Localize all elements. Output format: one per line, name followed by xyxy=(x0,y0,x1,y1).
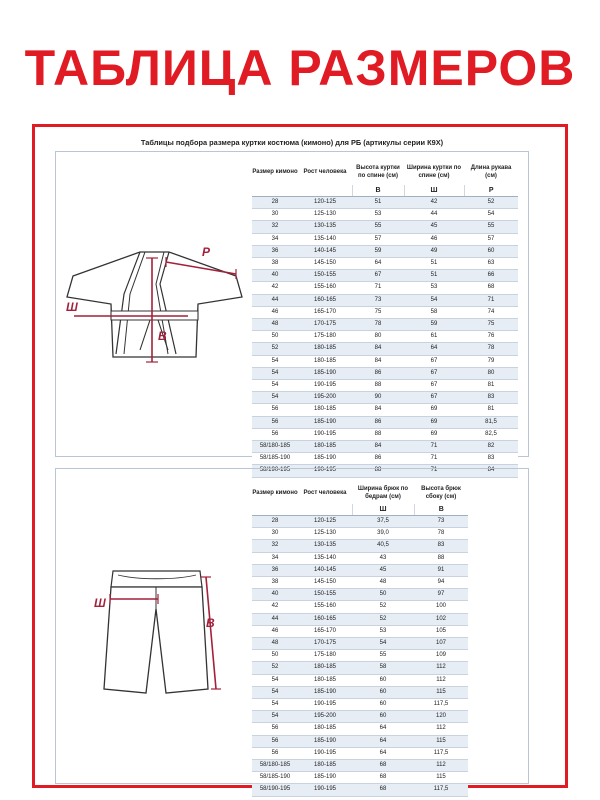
table-cell: 56 xyxy=(252,723,298,735)
table-cell: 190-195 xyxy=(298,465,352,477)
table-cell: 185-190 xyxy=(298,453,352,465)
document-title: Таблицы подбора размера куртки костюма (кимоно) для РБ (артикулы серии К9Х) xyxy=(140,138,444,147)
table-cell: 175-180 xyxy=(298,331,352,343)
table-cell: 88 xyxy=(352,428,404,440)
table-cell: 53 xyxy=(352,209,404,221)
table-cell: 53 xyxy=(352,625,414,637)
table-cell: 38 xyxy=(252,577,298,589)
table-cell: 112 xyxy=(414,662,468,674)
table-cell: 88 xyxy=(352,380,404,392)
table-cell: 69 xyxy=(404,416,464,428)
jacket-panel xyxy=(55,151,529,474)
table-cell: 125-130 xyxy=(298,528,352,540)
jacket-symbol xyxy=(298,185,352,197)
table-cell: 54 xyxy=(252,367,298,379)
table-cell: 28 xyxy=(252,197,298,209)
table-cell: 180-185 xyxy=(298,760,352,772)
table-cell: 84 xyxy=(352,404,404,416)
table-cell: 54 xyxy=(252,711,298,723)
table-row xyxy=(252,650,468,662)
table-cell: 69 xyxy=(404,428,464,440)
table-cell: 117,5 xyxy=(414,747,468,759)
table-cell: 82 xyxy=(464,441,518,453)
table-cell: 78 xyxy=(352,319,404,331)
table-cell: 185-190 xyxy=(298,686,352,698)
table-row xyxy=(252,319,518,331)
table-cell: 52 xyxy=(464,197,518,209)
table-row xyxy=(252,552,468,564)
pants-symbol xyxy=(298,504,352,516)
table-cell: 75 xyxy=(352,306,404,318)
table-cell: 51 xyxy=(404,270,464,282)
table-row xyxy=(252,686,468,698)
table-cell: 28 xyxy=(252,516,298,528)
table-cell: 130-135 xyxy=(298,221,352,233)
table-row xyxy=(252,258,518,270)
table-cell: 34 xyxy=(252,233,298,245)
table-cell: 190-195 xyxy=(298,747,352,759)
table-cell: 64 xyxy=(352,723,414,735)
table-cell: 100 xyxy=(414,601,468,613)
pants-symbol xyxy=(252,504,298,516)
table-cell: 59 xyxy=(404,319,464,331)
table-cell: 81,5 xyxy=(464,416,518,428)
table-cell: 86 xyxy=(352,367,404,379)
table-cell: 84 xyxy=(352,343,404,355)
table-cell: 58/190-195 xyxy=(252,784,298,796)
table-row xyxy=(252,674,468,686)
table-cell: 185-190 xyxy=(298,735,352,747)
table-cell: 56 xyxy=(252,747,298,759)
table-cell: 58/180-185 xyxy=(252,441,298,453)
table-cell: 46 xyxy=(252,306,298,318)
table-cell: 112 xyxy=(414,674,468,686)
jacket-header-sleeve: Длина рукава (см) xyxy=(470,165,512,179)
pants-header-hip-width: Ширина брюк по бедрам (см) xyxy=(357,486,409,500)
table-cell: 55 xyxy=(464,221,518,233)
table-cell: 71 xyxy=(404,453,464,465)
table-row xyxy=(252,723,468,735)
table-cell: 45 xyxy=(404,221,464,233)
table-cell: 94 xyxy=(414,577,468,589)
pants-illustration xyxy=(58,471,248,781)
table-cell: 109 xyxy=(414,650,468,662)
table-cell: 60 xyxy=(352,699,414,711)
table-cell: 44 xyxy=(404,209,464,221)
table-cell: 44 xyxy=(252,294,298,306)
table-row xyxy=(252,270,518,282)
table-cell: 49 xyxy=(404,245,464,257)
table-cell: 48 xyxy=(252,638,298,650)
table-cell: 81 xyxy=(464,404,518,416)
table-cell: 68 xyxy=(352,784,414,796)
table-cell: 40 xyxy=(252,270,298,282)
jacket-symbol: В xyxy=(352,185,404,197)
table-cell: 37,5 xyxy=(352,516,414,528)
table-cell: 38 xyxy=(252,258,298,270)
jacket-header-back-height: Высота куртки по спине (см) xyxy=(356,165,400,179)
table-cell: 195-200 xyxy=(298,711,352,723)
table-cell: 180-185 xyxy=(298,662,352,674)
jacket-illustration xyxy=(58,154,248,454)
table-cell: 61 xyxy=(404,331,464,343)
table-cell: 58/185-190 xyxy=(252,453,298,465)
table-row xyxy=(252,367,518,379)
table-cell: 125-130 xyxy=(298,209,352,221)
table-cell: 32 xyxy=(252,540,298,552)
table-cell: 58/180-185 xyxy=(252,760,298,772)
table-cell: 91 xyxy=(414,564,468,576)
table-cell: 180-185 xyxy=(298,441,352,453)
table-row xyxy=(252,392,518,404)
table-cell: 75 xyxy=(464,319,518,331)
table-cell: 68 xyxy=(352,760,414,772)
table-cell: 67 xyxy=(352,270,404,282)
table-cell: 55 xyxy=(352,650,414,662)
table-row xyxy=(252,331,518,343)
table-cell: 117,5 xyxy=(414,699,468,711)
pants-size-table xyxy=(252,482,468,797)
pants-header-size: Размер кимоно xyxy=(252,490,298,496)
table-cell: 71 xyxy=(464,294,518,306)
table-row xyxy=(252,294,518,306)
table-row xyxy=(252,772,468,784)
table-cell: 52 xyxy=(352,601,414,613)
table-row xyxy=(252,625,468,637)
table-row xyxy=(252,453,518,465)
table-row xyxy=(252,540,468,552)
table-cell: 43 xyxy=(352,552,414,564)
table-row xyxy=(252,221,518,233)
table-row xyxy=(252,784,468,796)
table-cell: 30 xyxy=(252,528,298,540)
table-cell: 135-140 xyxy=(298,552,352,564)
table-cell: 54 xyxy=(352,638,414,650)
table-row xyxy=(252,197,518,209)
table-cell: 67 xyxy=(404,380,464,392)
table-cell: 44 xyxy=(252,613,298,625)
table-cell: 165-170 xyxy=(298,625,352,637)
table-cell: 60 xyxy=(352,674,414,686)
table-cell: 54 xyxy=(464,209,518,221)
pants-label-v: В xyxy=(206,616,215,630)
table-cell: 48 xyxy=(352,577,414,589)
table-cell: 140-145 xyxy=(298,245,352,257)
table-cell: 57 xyxy=(464,233,518,245)
table-row xyxy=(252,528,468,540)
table-row xyxy=(252,711,468,723)
table-row xyxy=(252,735,468,747)
table-cell: 185-190 xyxy=(298,416,352,428)
table-cell: 52 xyxy=(252,662,298,674)
pants-label-sh: Ш xyxy=(94,596,106,610)
table-cell: 115 xyxy=(414,686,468,698)
table-cell: 105 xyxy=(414,625,468,637)
table-cell: 58 xyxy=(404,306,464,318)
jacket-symbol: Р xyxy=(464,185,518,197)
table-cell: 117,5 xyxy=(414,784,468,796)
table-cell: 68 xyxy=(464,282,518,294)
table-cell: 51 xyxy=(404,258,464,270)
table-cell: 135-140 xyxy=(298,233,352,245)
table-row xyxy=(252,638,468,650)
table-cell: 102 xyxy=(414,613,468,625)
table-cell: 155-160 xyxy=(298,282,352,294)
table-cell: 58 xyxy=(352,662,414,674)
table-cell: 74 xyxy=(464,306,518,318)
pants-symbol: Ш xyxy=(352,504,414,516)
pants-panel xyxy=(55,468,529,793)
table-cell: 50 xyxy=(252,331,298,343)
table-cell: 53 xyxy=(404,282,464,294)
table-cell: 56 xyxy=(252,404,298,416)
table-cell: 46 xyxy=(404,233,464,245)
table-cell: 59 xyxy=(352,245,404,257)
table-row xyxy=(252,441,518,453)
pants-header-height: Рост человека xyxy=(303,490,347,496)
table-cell: 63 xyxy=(464,258,518,270)
table-cell: 73 xyxy=(352,294,404,306)
jacket-header-size: Размер кимоно xyxy=(252,169,298,175)
table-cell: 190-195 xyxy=(298,380,352,392)
table-row xyxy=(252,209,518,221)
table-cell: 160-165 xyxy=(298,294,352,306)
jacket-size-table xyxy=(252,159,518,478)
jacket-header-height: Рост человека xyxy=(303,169,347,175)
table-cell: 54 xyxy=(404,294,464,306)
table-cell: 73 xyxy=(414,516,468,528)
table-cell: 150-155 xyxy=(298,589,352,601)
table-cell: 175-180 xyxy=(298,650,352,662)
table-cell: 58/185-190 xyxy=(252,772,298,784)
table-cell: 170-175 xyxy=(298,319,352,331)
table-row xyxy=(252,613,468,625)
table-cell: 190-195 xyxy=(298,699,352,711)
table-cell: 64 xyxy=(404,343,464,355)
table-row xyxy=(252,282,518,294)
table-row xyxy=(252,747,468,759)
table-cell: 58/190-195 xyxy=(252,465,298,477)
table-cell: 46 xyxy=(252,625,298,637)
table-cell: 195-200 xyxy=(298,392,352,404)
table-cell: 107 xyxy=(414,638,468,650)
table-cell: 83 xyxy=(414,540,468,552)
page-title: ТАБЛИЦА РАЗМЕРОВ xyxy=(24,40,576,96)
table-cell: 30 xyxy=(252,209,298,221)
table-cell: 45 xyxy=(352,564,414,576)
table-cell: 83 xyxy=(464,453,518,465)
table-cell: 155-160 xyxy=(298,601,352,613)
table-cell: 52 xyxy=(252,343,298,355)
table-cell: 88 xyxy=(414,552,468,564)
table-cell: 32 xyxy=(252,221,298,233)
table-cell: 170-175 xyxy=(298,638,352,650)
table-cell: 86 xyxy=(352,453,404,465)
table-cell: 88 xyxy=(352,465,404,477)
table-row xyxy=(252,577,468,589)
table-cell: 130-135 xyxy=(298,540,352,552)
jacket-label-sh: Ш xyxy=(66,300,78,314)
table-cell: 120-125 xyxy=(298,516,352,528)
table-cell: 112 xyxy=(414,723,468,735)
table-cell: 160-165 xyxy=(298,613,352,625)
table-row xyxy=(252,306,518,318)
table-row xyxy=(252,516,468,528)
table-cell: 54 xyxy=(252,355,298,367)
table-cell: 120-125 xyxy=(298,197,352,209)
table-cell: 64 xyxy=(352,747,414,759)
table-cell: 52 xyxy=(352,613,414,625)
table-cell: 60 xyxy=(352,711,414,723)
table-cell: 42 xyxy=(252,601,298,613)
jacket-label-v: В xyxy=(158,329,167,343)
table-cell: 180-185 xyxy=(298,404,352,416)
table-cell: 50 xyxy=(352,589,414,601)
table-cell: 39,0 xyxy=(352,528,414,540)
table-cell: 82,5 xyxy=(464,428,518,440)
table-cell: 71 xyxy=(352,282,404,294)
table-row xyxy=(252,564,468,576)
table-cell: 145-150 xyxy=(298,577,352,589)
table-cell: 56 xyxy=(252,735,298,747)
table-cell: 90 xyxy=(352,392,404,404)
table-row xyxy=(252,699,468,711)
table-cell: 64 xyxy=(352,735,414,747)
table-cell: 84 xyxy=(464,465,518,477)
table-cell: 40,5 xyxy=(352,540,414,552)
table-cell: 54 xyxy=(252,699,298,711)
table-row xyxy=(252,355,518,367)
table-cell: 150-155 xyxy=(298,270,352,282)
table-cell: 56 xyxy=(252,416,298,428)
table-cell: 180-185 xyxy=(298,355,352,367)
table-cell: 54 xyxy=(252,674,298,686)
table-cell: 57 xyxy=(352,233,404,245)
table-cell: 40 xyxy=(252,589,298,601)
table-cell: 50 xyxy=(252,650,298,662)
table-row xyxy=(252,404,518,416)
table-cell: 190-195 xyxy=(298,784,352,796)
table-cell: 76 xyxy=(464,331,518,343)
table-cell: 80 xyxy=(464,367,518,379)
table-cell: 36 xyxy=(252,564,298,576)
pants-symbol: В xyxy=(414,504,468,516)
table-cell: 68 xyxy=(352,772,414,784)
table-cell: 97 xyxy=(414,589,468,601)
table-cell: 71 xyxy=(404,441,464,453)
table-cell: 180-185 xyxy=(298,723,352,735)
table-cell: 54 xyxy=(252,686,298,698)
table-cell: 78 xyxy=(414,528,468,540)
table-row xyxy=(252,380,518,392)
table-cell: 69 xyxy=(404,404,464,416)
table-cell: 120 xyxy=(414,711,468,723)
table-cell: 60 xyxy=(352,686,414,698)
table-cell: 56 xyxy=(252,428,298,440)
table-cell: 54 xyxy=(252,392,298,404)
table-cell: 140-145 xyxy=(298,564,352,576)
table-cell: 112 xyxy=(414,760,468,772)
jacket-label-p: P xyxy=(202,245,211,259)
jacket-header-back-width: Ширина куртки по спине (см) xyxy=(406,165,462,179)
table-cell: 42 xyxy=(252,282,298,294)
table-cell: 78 xyxy=(464,343,518,355)
table-cell: 83 xyxy=(464,392,518,404)
table-cell: 80 xyxy=(352,331,404,343)
table-row xyxy=(252,662,468,674)
table-cell: 190-195 xyxy=(298,428,352,440)
table-cell: 79 xyxy=(464,355,518,367)
table-cell: 185-190 xyxy=(298,772,352,784)
table-cell: 42 xyxy=(404,197,464,209)
table-cell: 64 xyxy=(352,258,404,270)
table-row xyxy=(252,416,518,428)
table-row xyxy=(252,343,518,355)
table-cell: 71 xyxy=(404,465,464,477)
table-cell: 115 xyxy=(414,735,468,747)
pants-header-side-height: Высота брюк сбоку (см) xyxy=(421,486,461,500)
table-cell: 115 xyxy=(414,772,468,784)
table-cell: 145-150 xyxy=(298,258,352,270)
table-cell: 165-170 xyxy=(298,306,352,318)
table-cell: 84 xyxy=(352,355,404,367)
table-cell: 67 xyxy=(404,392,464,404)
table-cell: 48 xyxy=(252,319,298,331)
table-cell: 55 xyxy=(352,221,404,233)
table-row xyxy=(252,233,518,245)
size-chart-sheet xyxy=(55,132,529,793)
table-cell: 36 xyxy=(252,245,298,257)
table-cell: 66 xyxy=(464,270,518,282)
table-cell: 180-185 xyxy=(298,674,352,686)
table-cell: 81 xyxy=(464,380,518,392)
table-cell: 51 xyxy=(352,197,404,209)
jacket-symbol: Ш xyxy=(404,185,464,197)
table-cell: 67 xyxy=(404,367,464,379)
table-cell: 67 xyxy=(404,355,464,367)
table-cell: 185-190 xyxy=(298,367,352,379)
table-row xyxy=(252,428,518,440)
table-cell: 86 xyxy=(352,416,404,428)
table-cell: 34 xyxy=(252,552,298,564)
jacket-symbol xyxy=(252,185,298,197)
table-cell: 84 xyxy=(352,441,404,453)
table-row xyxy=(252,601,468,613)
table-row xyxy=(252,245,518,257)
table-cell: 60 xyxy=(464,245,518,257)
table-row xyxy=(252,589,468,601)
table-row xyxy=(252,760,468,772)
table-cell: 54 xyxy=(252,380,298,392)
table-cell: 180-185 xyxy=(298,343,352,355)
